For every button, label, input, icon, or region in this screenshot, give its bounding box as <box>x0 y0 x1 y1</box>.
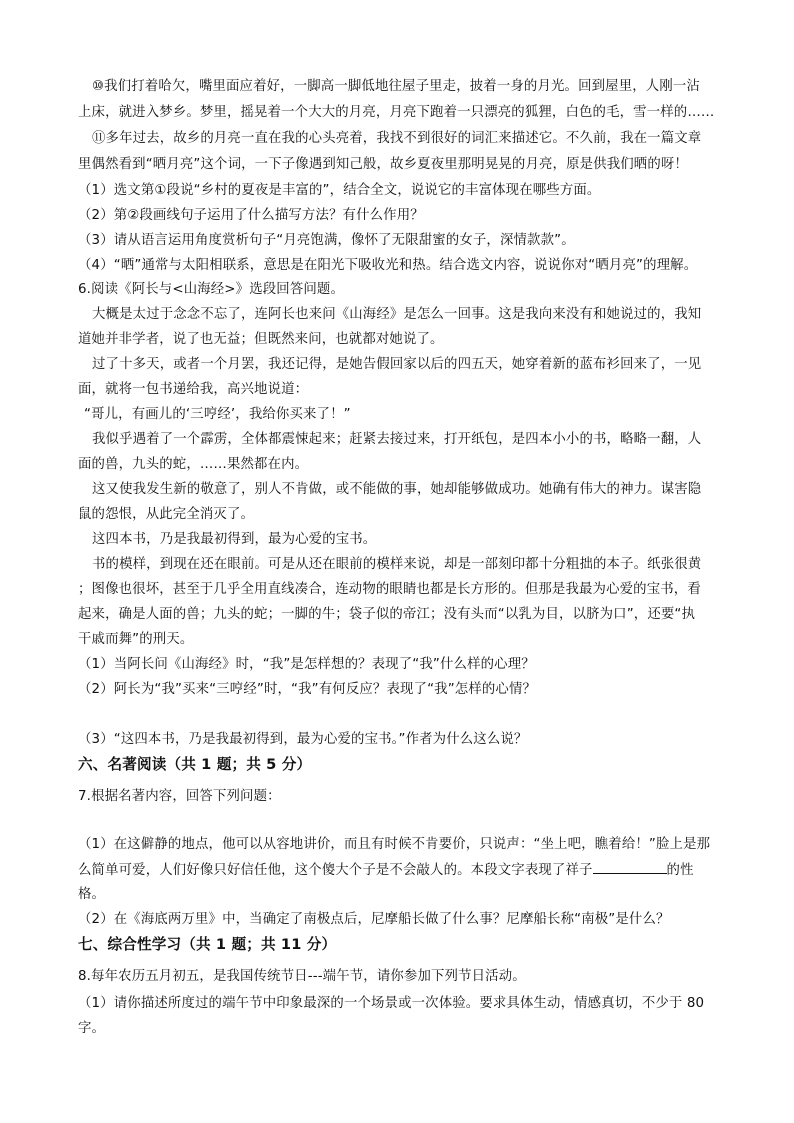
question-7-1-text: 么简单可爱，人们好像只好信任他，这个傻大个子是不会敲人的。本段文字表现了祥子 <box>78 863 593 878</box>
question-6-1: （1）当阿长问《山海经》时，“我”是怎样想的？表现了“我”什么样的心理？ <box>78 657 535 672</box>
paragraph-10-line-2: 上床，就进入梦乡。梦里，摇晃着一个大大的月亮，月亮下跑着一只漂亮的狐狸，白色的毛，雪一样的…… <box>78 105 715 120</box>
section-6-heading: 六、名著阅读（共 1 题；共 5 分） <box>78 756 312 773</box>
section-7-heading: 七、综合性学习（共 1 题；共 11 分） <box>78 936 337 953</box>
paragraph-11-line-1: ⑪多年过去，故乡的月亮一直在我的心头亮着，我找不到很好的词汇来描述它。不久前，我在一篇文章 <box>92 131 702 146</box>
passage-line-8: 这又使我发生新的敬意了，别人不肯做，或不能做的事，她却能够做成功。她确有伟大的神力。谋害隐 <box>92 482 702 497</box>
passage-line-2: 道她并非学者，说了也无益；但既然来问，也就都对她说了。 <box>78 332 444 347</box>
passage-line-3: 过了十多天，或者一个月罢，我还记得，是她告假回家以后的四五天，她穿着新的蓝布衫回来了，一见 <box>92 357 702 372</box>
question-5-1: （1）选文第①段说“乡村的夏夜是丰富的”，结合全文，说说它的丰富体现在哪些方面。 <box>78 183 601 198</box>
paragraph-10-line-1: ⑩我们打着哈欠，嘴里面应着好，一脚高一脚低地往屋子里走，披着一身的月光。回到屋里，人刚一沾 <box>92 79 700 94</box>
question-5-2: （2）第②段画线句子运用了什么描写方法？有什么作用？ <box>78 208 424 223</box>
passage-line-6: 我似乎遇着了一个霹雳，全体都震悚起来；赶紧去接过来，打开纸包，是四本小小的书，略略一翻，人 <box>92 432 702 447</box>
passage-line-4: 面，就将一包书递给我，高兴地说道： <box>78 382 309 397</box>
passage-line-5: “哥儿，有画儿的‘三哼经’，我给你买来了！” <box>84 407 351 422</box>
paragraph-11-line-2: 里偶然看到“晒月亮”这个词，一下子像遇到知己般，故乡夏夜里那明晃晃的月亮，原是供我们晒的呀！ <box>78 157 688 172</box>
passage-line-7: 面的兽，九头的蛇，……果然都在内。 <box>78 457 309 472</box>
question-5-4: （4）“晒”通常与太阳相联系，意思是在阳光下吸收光和热。结合选文内容，说说你对“晒月亮”的理解。 <box>78 258 698 273</box>
question-8-heading: 8.每年农历五月初五，是我国传统节日---端午节，请你参加下列节日活动。 <box>78 969 526 984</box>
question-7-1-line-1: （1）在这僻静的地点，他可以从容地讲价，而且有时候不肯要价，只说声：“坐上吧，瞧着给！”脸上是那 <box>78 837 711 852</box>
passage-line-1: 大概是太过于念念不忘了，连阿长也来问《山海经》是怎么一回事。这是我向来没有和她说过的，我知 <box>92 307 702 322</box>
question-7-1-suffix: 的性 <box>666 863 694 878</box>
question-7-heading: 7.根据名著内容，回答下列问题： <box>78 789 281 804</box>
question-7-2: （2）在《海底两万里》中，当确定了南极点后，尼摩船长做了什么事？尼摩船长称“南极”是什么？ <box>78 912 670 927</box>
passage-line-9: 鼠的怨恨，从此完全消灭了。 <box>78 507 255 522</box>
question-6-3: （3）“这四本书，乃是我最初得到，最为心爱的宝书。”作者为什么这么说？ <box>78 732 528 747</box>
question-7-1-line-3: 格。 <box>78 887 106 902</box>
passage-line-12: ；图像也很坏，甚至于几乎全用直线凑合，连动物的眼睛也都是长方形的。但那是我最为心爱的宝书，看 <box>78 582 701 597</box>
question-8-1-line-1: （1）请你描述所度过的端午节中印象最深的一个场景或一次体验。要求具体生动，情感真切，不少于 80 <box>78 996 705 1011</box>
passage-line-14: 干戚而舞”的刑天。 <box>78 632 194 647</box>
answer-blank <box>593 861 667 874</box>
passage-line-13: 起来，确是人面的兽；九头的蛇；一脚的牛；袋子似的帝江；没有头而“以乳为目，以脐为口”，还要“执 <box>78 607 696 622</box>
passage-line-10: 这四本书，乃是我最初得到，最为心爱的宝书。 <box>92 532 377 547</box>
question-6-heading: 6.阅读《阿长与<山海经>》选段回答问题。 <box>78 282 345 297</box>
question-5-3: （3）请从语言运用角度赏析句子“月亮饱满，像怀了无限甜蜜的女子，深情款款”。 <box>78 233 575 248</box>
passage-line-11: 书的模样，到现在还在眼前。可是从还在眼前的模样来说，却是一部刻印都十分粗拙的本子。纸张很黄 <box>92 557 702 572</box>
question-8-1-line-2: 字。 <box>78 1021 106 1036</box>
question-6-2: （2）阿长为“我”买来“三哼经”时，“我”有何反应？表现了“我”怎样的心情？ <box>78 682 537 697</box>
question-7-1-line-2 <box>78 861 718 880</box>
